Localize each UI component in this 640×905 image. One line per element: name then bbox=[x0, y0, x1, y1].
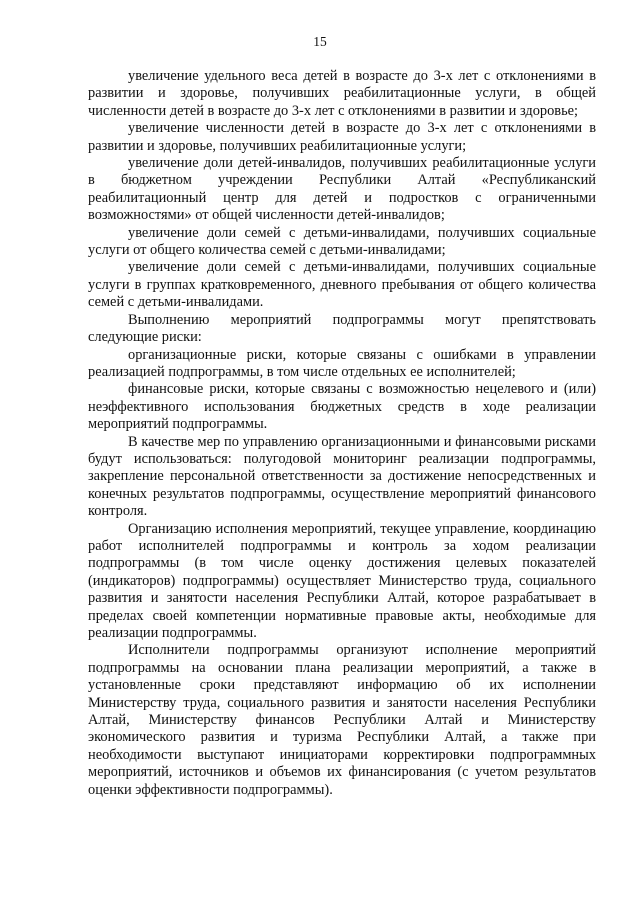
paragraph-financial-risks: финансовые риски, которые связаны с возможностью нецелевого и (или) неэффективного использования бюджетных средств в ходе реализации мероприятий подпрограммы. bbox=[88, 381, 596, 433]
paragraph-goal-number-young-children: увеличение численности детей в возрасте до 3-х лет с отклонениями в развитии и здоровье, получивших реабилитационные услуги; bbox=[88, 120, 596, 154]
paragraph-risk-management-measures: В качестве мер по управлению организационными и финансовыми рисками будут использоваться: полугодовой мониторинг реализации подпрограммы, закрепление персональной ответственности за достижение непосредственных и конечных результатов подпрограммы, осуществление мероприятий финансового контроля. bbox=[88, 433, 596, 520]
paragraph-executors-duties: Исполнители подпрограммы организуют исполнение мероприятий подпрограммы на основании плана реализации мероприятий, а также в установленные сроки представляют информацию об их исполнении Министерству труда, социального развития и занятости населения Республики Алтай, Министерству финансов Республики Алтай и Министерству экономического развития и туризма Республики Алтай, а также при необходимости выступают инициаторами корректировки подпрограммных мероприятий, источников и объемов их финансирования (с учетом результатов оценки эффективности подпрограммы). bbox=[88, 642, 596, 798]
paragraph-organizational-risks: организационные риски, которые связаны с ошибками в управлении реализацией подпрограммы, в том числе отдельных ее исполнителей; bbox=[88, 346, 596, 380]
paragraph-risks-intro: Выполнению мероприятий подпрограммы могут препятствовать следующие риски: bbox=[88, 311, 596, 346]
paragraph-implementation-organization: Организацию исполнения мероприятий, текущее управление, координацию работ исполнителей подпрограммы и контроль за ходом реализации подпрограммы (в том числе оценку достижения целевых показателей (индикаторов) подпрограммы) осуществляет Министерство труда, социального развития и занятости населения Республики Алтай, которое разрабатывает в пределах своей компетенции нормативные правовые акты, необходимые для реализации подпрограммы. bbox=[88, 520, 596, 641]
paragraph-goal-share-disabled-children: увеличение доли детей-инвалидов, получивших реабилитационные услуги в бюджетном учреждении Республики Алтай «Республиканский реабилитационный центр для детей и подростков с ограниченными возможностями» от общей численности детей-инвалидов; bbox=[88, 155, 596, 224]
paragraph-goal-share-families-social-services: увеличение доли семей с детьми-инвалидами, получивших социальные услуги от общего количества семей с детьми-инвалидами; bbox=[88, 224, 596, 259]
paragraph-goal-share-families-day-groups: увеличение доли семей с детьми-инвалидами, получивших социальные услуги в группах кратковременного, дневного пребывания от общего количества семей с детьми-инвалидами. bbox=[88, 259, 596, 311]
document-body bbox=[88, 68, 596, 799]
page-number: 15 bbox=[313, 34, 327, 49]
paragraph-goal-share-young-children: увеличение удельного веса детей в возрасте до 3-х лет с отклонениями в развитии и здоровье, получивших реабилитационные услуги, в общей численности детей в возрасте до 3-х лет с отклонениями в развитии и здоровье; bbox=[88, 68, 596, 119]
